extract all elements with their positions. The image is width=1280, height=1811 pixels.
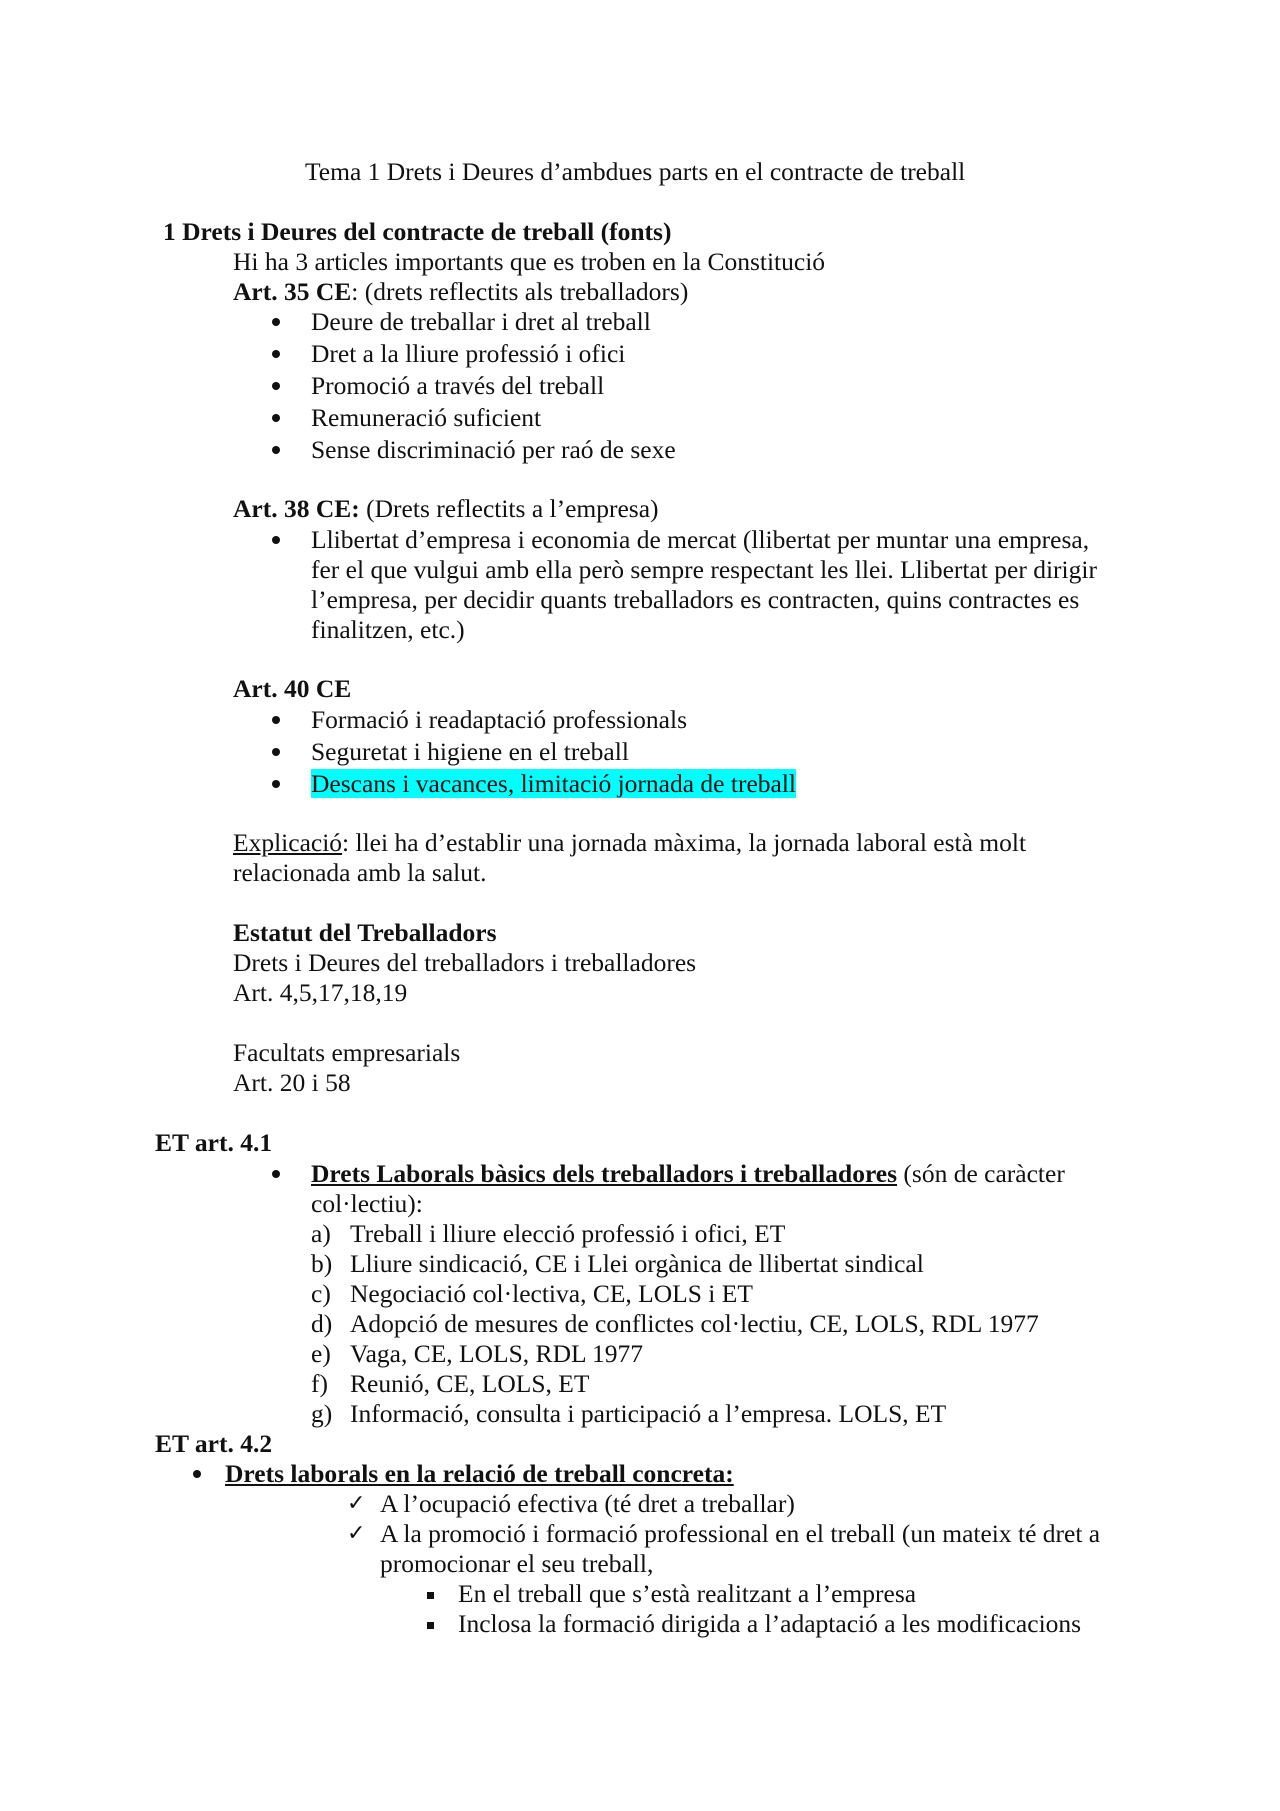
check-item-line: promocionar el seu treball,	[380, 1549, 654, 1578]
art38-rest: (Drets reflectits a l’empresa)	[359, 494, 659, 523]
list-item-highlighted	[311, 769, 796, 799]
list-item: Remuneració suficient	[311, 403, 542, 432]
list-item: Deure de treballar i dret al treball	[311, 307, 651, 336]
list-item: Promoció a través del treball	[311, 371, 605, 400]
highlighted-text: Descans i vacances, limitació jornada de treball	[311, 769, 796, 798]
et41-heading: ET art. 4.1	[155, 1128, 273, 1157]
square-bullet-icon	[427, 1592, 434, 1599]
explanation-line: relacionada amb la salut.	[233, 858, 487, 887]
check-item: A la promoció i formació professional en el treball (un mateix té dret a	[380, 1519, 1101, 1548]
list-item-line: l’empresa, per decidir quants treballadors es contracten, quins contractes es	[311, 585, 1080, 614]
page-title: Tema 1 Drets i Deures d’ambdues parts en el contracte de treball	[305, 157, 966, 186]
list-item: Sense discriminació per raó de sexe	[311, 435, 676, 464]
section-heading: 1 Drets i Deures del contracte de treball (fonts)	[163, 217, 672, 246]
art38-label: Art. 38 CE:	[233, 494, 360, 523]
letter-marker: f)	[311, 1369, 328, 1398]
bullet-icon	[272, 382, 280, 390]
art35-rest: : (drets reflectits als treballadors)	[351, 277, 689, 306]
letter-item: Negociació col·lectiva, CE, LOLS i ET	[350, 1279, 753, 1308]
et41-bullet-line: col·lectiu):	[311, 1189, 423, 1218]
bullet-icon	[272, 536, 280, 544]
estatut-text: Drets i Deures del treballadors i treballadores	[233, 948, 697, 977]
bullet-icon	[272, 350, 280, 358]
bullet-icon	[272, 748, 280, 756]
letter-item: Vaga, CE, LOLS, RDL 1977	[350, 1339, 643, 1368]
letter-item: Lliure sindicació, CE i Llei orgànica de llibertat sindical	[350, 1249, 924, 1278]
list-item-line: finalitzen, etc.)	[311, 615, 465, 644]
estatut-text: Art. 4,5,17,18,19	[233, 978, 408, 1007]
letter-marker: g)	[311, 1399, 333, 1428]
estatut-text: Facultats empresarials	[233, 1038, 461, 1067]
explanation-label: Explicació	[233, 828, 343, 857]
letter-item: Informació, consulta i participació a l’empresa. LOLS, ET	[350, 1399, 947, 1428]
bullet-icon	[272, 318, 280, 326]
et41-bullet-title: Drets Laborals bàsics dels treballadors i treballadores	[311, 1159, 898, 1188]
bullet-icon	[272, 780, 280, 788]
letter-marker: a)	[311, 1219, 331, 1248]
et41-bullet-rest: (són de caràcter	[897, 1159, 1065, 1188]
list-item: Dret a la lliure professió i ofici	[311, 339, 626, 368]
art38-heading	[233, 494, 659, 524]
list-item-line: Llibertat d’empresa i economia de mercat (llibertat per muntar una empresa,	[311, 525, 1090, 554]
sub-item: Inclosa la formació dirigida a l’adaptació a les modificacions	[458, 1609, 1082, 1638]
checkmark-icon: ✓	[347, 1491, 366, 1516]
et42-heading: ET art. 4.2	[155, 1429, 273, 1458]
bullet-icon	[193, 1470, 201, 1478]
letter-marker: c)	[311, 1279, 331, 1308]
bullet-icon	[272, 1170, 280, 1178]
letter-item: Reunió, CE, LOLS, ET	[350, 1369, 590, 1398]
bullet-icon	[272, 446, 280, 454]
explanation-line	[233, 828, 1026, 858]
art40-heading: Art. 40 CE	[233, 674, 352, 703]
et41-bullet	[311, 1159, 1065, 1189]
letter-marker: d)	[311, 1309, 333, 1338]
et42-bullet-title: Drets laborals en la relació de treball concreta:	[225, 1459, 734, 1488]
estatut-heading: Estatut del Treballadors	[233, 918, 497, 947]
list-item-line: fer el que vulgui amb ella però sempre respectant les llei. Llibertat per dirigir	[311, 555, 1097, 584]
art35-heading	[233, 277, 688, 307]
letter-marker: e)	[311, 1339, 331, 1368]
intro-text: Hi ha 3 articles importants que es troben en la Constitució	[233, 247, 826, 276]
list-item: Formació i readaptació professionals	[311, 705, 688, 734]
checkmark-icon: ✓	[347, 1521, 366, 1546]
letter-item: Adopció de mesures de conflictes col·lectiu, CE, LOLS, RDL 1977	[350, 1309, 1039, 1338]
estatut-text: Art. 20 i 58	[233, 1068, 351, 1097]
letter-item: Treball i lliure elecció professió i ofici, ET	[350, 1219, 786, 1248]
art35-label: Art. 35 CE	[233, 277, 352, 306]
sub-item: En el treball que s’està realitzant a l’empresa	[458, 1579, 917, 1608]
explanation-text: : llei ha d’establir una jornada màxima, la jornada laboral està molt	[342, 828, 1027, 857]
check-item: A l’ocupació efectiva (té dret a treballar)	[380, 1489, 795, 1518]
letter-marker: b)	[311, 1249, 333, 1278]
list-item: Seguretat i higiene en el treball	[311, 737, 629, 766]
square-bullet-icon	[427, 1622, 434, 1629]
bullet-icon	[272, 716, 280, 724]
bullet-icon	[272, 414, 280, 422]
